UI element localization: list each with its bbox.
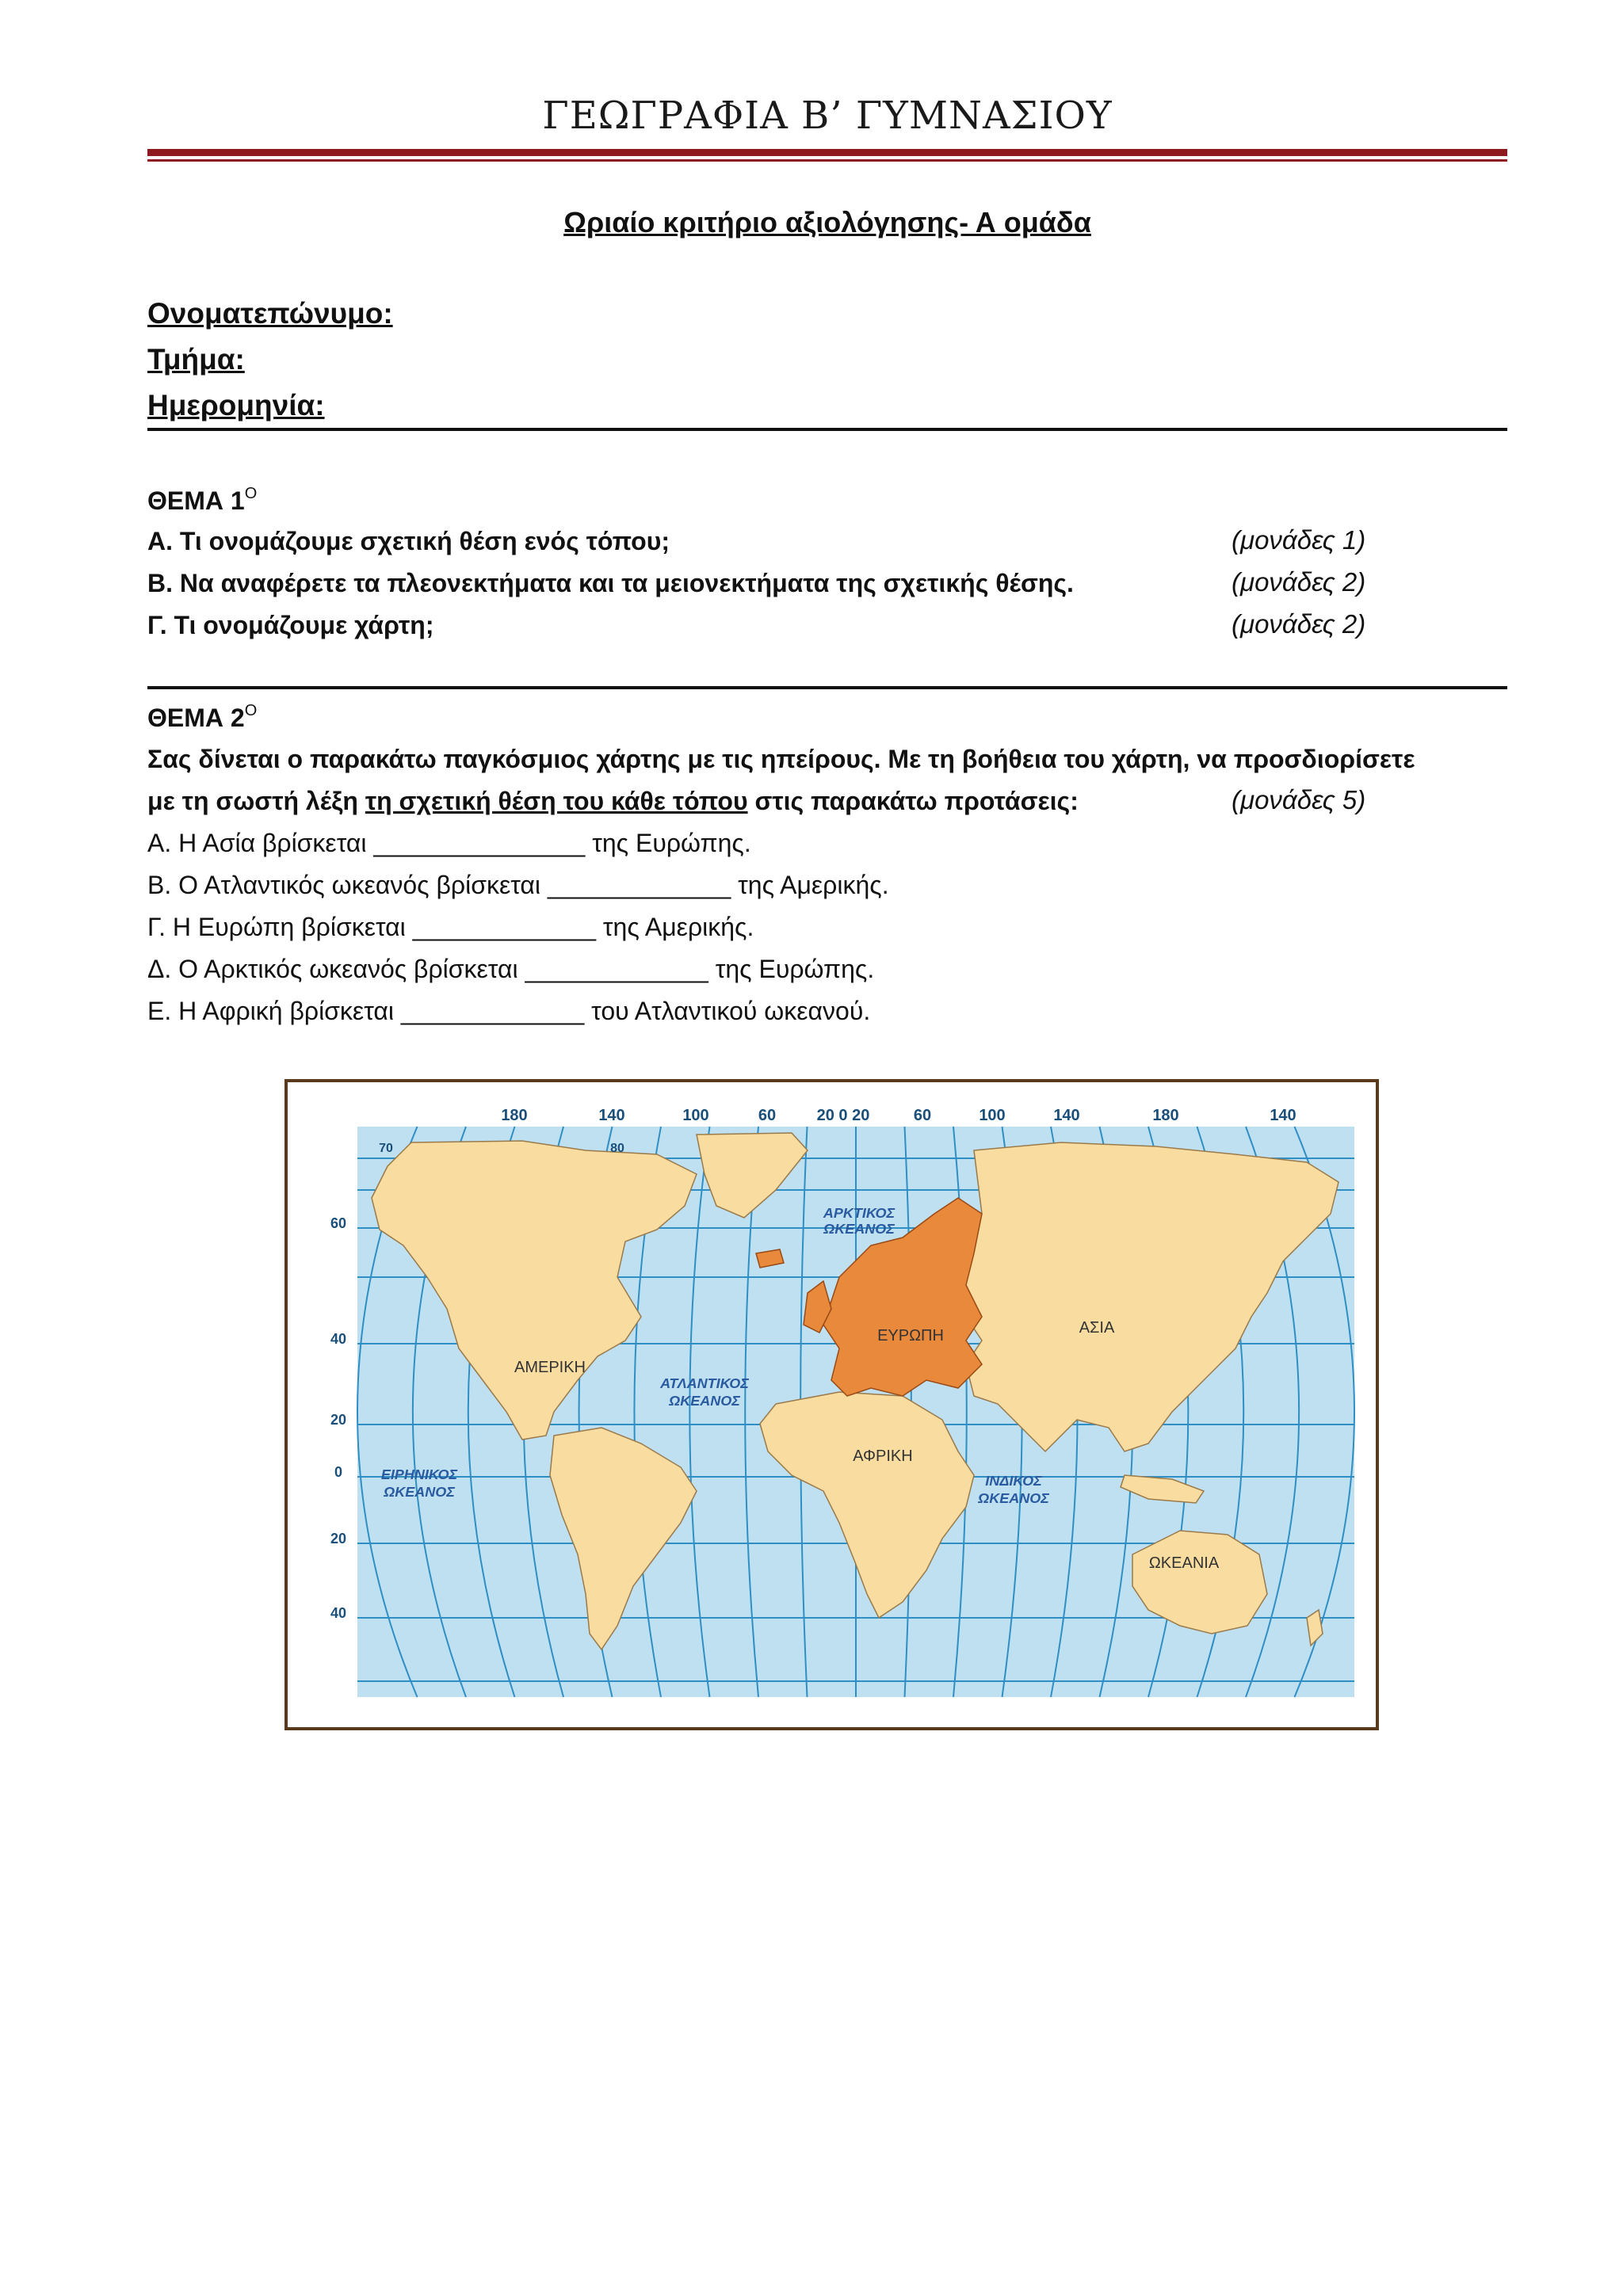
class-field-label: Τμήμα: [147, 343, 245, 376]
label-pacific: ΕΙΡΗΝΙΚΟΣ [380, 1466, 458, 1482]
label-europe: ΕΥΡΩΠΗ [877, 1327, 944, 1344]
label-america: ΑΜΕΡΙΚΗ [514, 1359, 586, 1376]
lon-label: 140 [598, 1107, 625, 1124]
label-oceania: ΩΚΕΑΝΙΑ [1148, 1554, 1220, 1572]
lat-label: 40 [330, 1605, 347, 1621]
lon-label: 20 0 20 [816, 1107, 870, 1124]
section1-points-c: (μονάδες 2) [1232, 609, 1366, 639]
header-divider [147, 428, 1507, 431]
section2-intro-line2: με τη σωστή λέξη τη σχετική θέση του κάθε τόπου στις παρακάτω προτάσεις: [147, 787, 1079, 815]
world-map [285, 1079, 1379, 1730]
section1-question-a: Α. Τι ονομάζουμε σχετική θέση ενός τόπου; [147, 527, 670, 555]
lon-label: 60 [913, 1107, 932, 1124]
label-arctic: ΑΡΚΤΙΚΟΣ [823, 1205, 896, 1221]
section2-points: (μονάδες 5) [1232, 785, 1366, 814]
lon-label: 100 [682, 1107, 709, 1124]
section1-question-c: Γ. Τι ονομάζουμε χάρτη; [147, 611, 434, 639]
lat-label: 40 [330, 1331, 347, 1347]
lon-label: 180 [1152, 1107, 1179, 1124]
label-pacific: ΩΚΕΑΝΟΣ [384, 1484, 455, 1500]
lat-label: 0 [334, 1464, 343, 1480]
label-atlantic: ΑΤΛΑΝΤΙΚΟΣ [660, 1375, 749, 1391]
section1-points-b: (μονάδες 2) [1232, 567, 1366, 597]
lat-label: 60 [330, 1215, 347, 1231]
fill-item-e: Ε. Η Αφρική βρίσκεται _____________ του Ατλαντικού ωκεανού. [147, 997, 871, 1025]
section1-question-b: Β. Να αναφέρετε τα πλεονεκτήματα και τα μειονεκτήματα της σχετικής θέσης. [147, 569, 1074, 597]
lat-corner-label: 80 [610, 1142, 624, 1155]
date-field-label: Ημερομηνία: [147, 389, 325, 421]
name-field-label: Ονοματεπώνυμο: [147, 297, 393, 330]
label-indian: ΩΚΕΑΝΟΣ [978, 1490, 1049, 1506]
fill-item-c: Γ. Η Ευρώπη βρίσκεται _____________ της Αμερικής. [147, 913, 754, 941]
test-subtitle: Ωριαίο κριτήριο αξιολόγησης- Α ομάδα [563, 206, 1091, 238]
label-asia: ΑΣΙΑ [1079, 1319, 1115, 1337]
lon-label: 60 [758, 1107, 777, 1124]
document-title: ΓΕΩΓΡΑΦΙΑ Β’ ΓΥΜΝΑΣΙΟΥ [542, 93, 1113, 138]
section2-intro-line1: Σας δίνεται ο παρακάτω παγκόσμιος χάρτης με τις ηπείρους. Με τη βοήθεια του χάρτη, να προσδιορίσετε [147, 745, 1415, 773]
fill-item-b: Β. Ο Ατλαντικός ωκεανός βρίσκεται _____________ της Αμερικής. [147, 871, 889, 899]
lon-label: 180 [501, 1107, 528, 1124]
section2-heading: ΘΕΜΑ $2^O$ [147, 702, 258, 732]
label-arctic: ΩΚΕΑΝΟΣ [823, 1221, 895, 1237]
title-rule-thin [147, 159, 1507, 162]
lon-label: 140 [1270, 1107, 1296, 1124]
fill-item-a: Α. Η Ασία βρίσκεται _______________ της Ευρώπης. [147, 829, 751, 857]
world-map-svg [285, 1079, 1379, 1730]
lat-label: 20 [330, 1412, 347, 1428]
section1-points-a: (μονάδες 1) [1232, 525, 1366, 555]
section1-heading: ΘΕΜΑ $1^O$ [147, 485, 258, 515]
label-africa: ΑΦΡΙΚΗ [853, 1447, 913, 1465]
lat-label: 20 [330, 1531, 347, 1547]
underlined-phrase: τη σχετική θέση του κάθε τόπου [365, 787, 748, 815]
section-divider [147, 686, 1507, 689]
lon-label: 100 [979, 1107, 1006, 1124]
fill-item-d: Δ. Ο Αρκτικός ωκεανός βρίσκεται _____________ της Ευρώπης. [147, 955, 875, 983]
label-indian: ΙΝΔΙΚΟΣ [985, 1473, 1042, 1489]
title-rule-thick [147, 149, 1507, 156]
lat-corner-label: 70 [379, 1142, 393, 1155]
label-atlantic: ΩΚΕΑΝΟΣ [669, 1393, 740, 1409]
lon-label: 140 [1053, 1107, 1080, 1124]
